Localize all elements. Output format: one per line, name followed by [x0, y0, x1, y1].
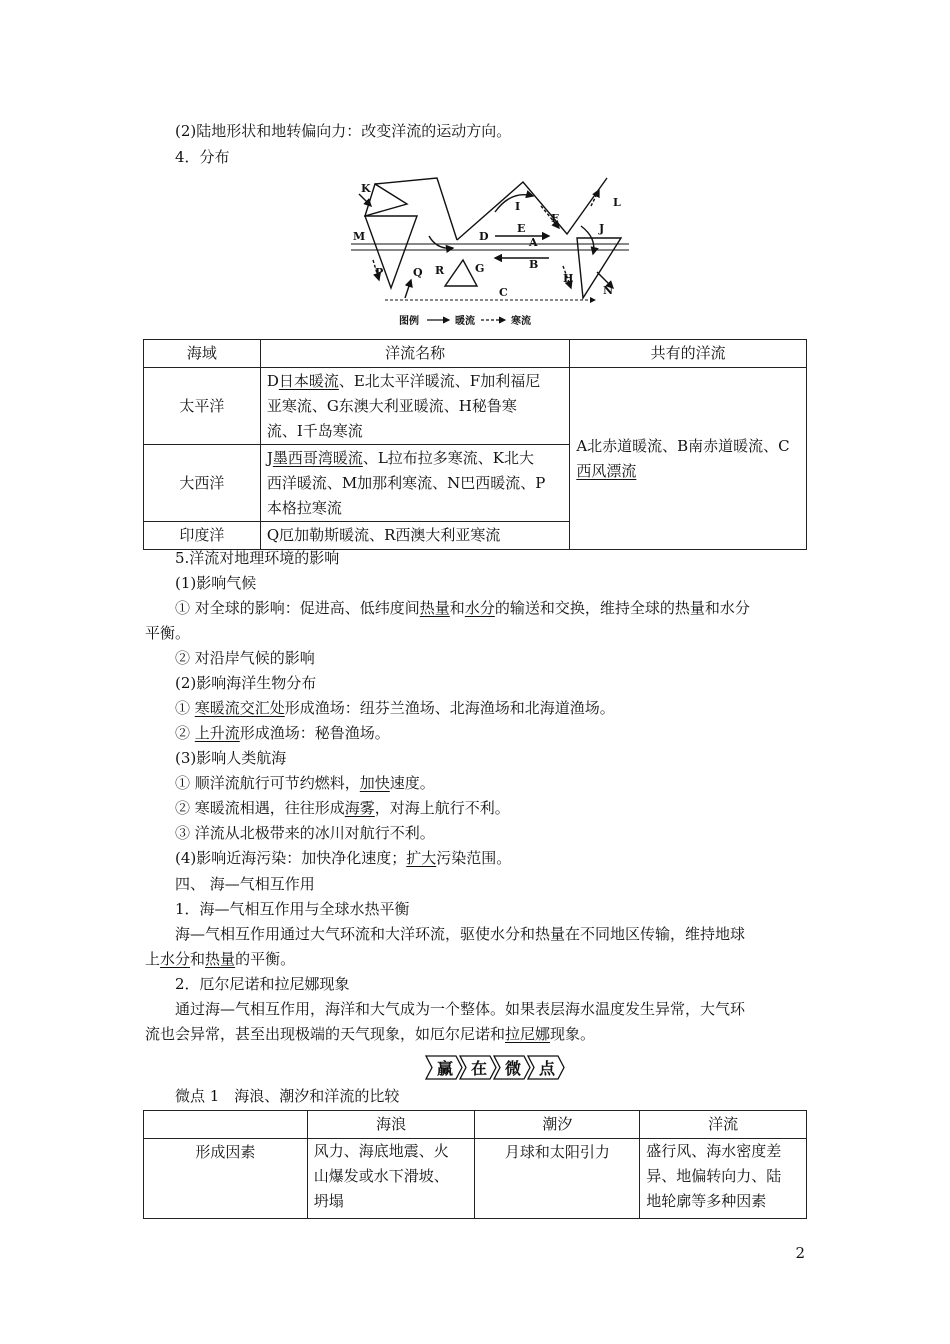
continent-shape — [365, 184, 407, 216]
map-label: K — [361, 182, 371, 195]
section-heading: 1．海—气相互作用与全球水热平衡 — [175, 900, 410, 918]
map-label: Q — [413, 266, 423, 279]
header-currents: 洋流名称 — [260, 340, 570, 368]
current-cause: 盛行风、海水密度差 异、地偏转向力、陆 地轮廓等多种因素 — [640, 1139, 807, 1219]
page-number: 2 — [795, 1244, 805, 1262]
map-label: G — [475, 262, 485, 275]
current-line — [359, 194, 371, 206]
section-heading: 5.洋流对地理环境的影响 — [175, 549, 340, 567]
header-common: 共有的洋流 — [570, 340, 807, 368]
text-line: (3)影响人类航海 — [175, 749, 287, 767]
legend-cold: 寒流 — [511, 316, 531, 327]
continent-shape — [577, 238, 621, 298]
header-wave: 海浪 — [307, 1111, 475, 1139]
text-line: 上水分和热量的平衡。 — [145, 950, 296, 968]
ocean-current-map — [345, 176, 635, 332]
map-label: L — [613, 196, 621, 209]
text-line: (4)影响近海污染：加快净化速度；扩大污染范围。 — [175, 849, 512, 867]
pacific-currents: D日本暖流、E北太平洋暖流、F加利福尼 亚寒流、G东澳大利亚暖流、H秘鲁寒 流、I千岛寒流 — [260, 368, 570, 445]
text-line: 海—气相互作用通过大气环流和大洋环流，驱使水分和热量在不同地区传输，维持地球 — [175, 925, 746, 943]
text-line: 通过海—气相互作用，海洋和大气成为一个整体。如果表层海水温度发生异常，大气环 — [175, 1000, 746, 1018]
map-label: M — [353, 230, 366, 243]
text-line: ③ 洋流从北极带来的冰川对航行不利。 — [175, 824, 435, 842]
text-line: ① 对全球的影响：促进高、低纬度间热量和水分的输送和交换，维持全球的热量和水分 — [175, 599, 750, 617]
section-heading: 4．分布 — [175, 148, 230, 166]
text-line: (2)影响海洋生物分布 — [175, 674, 317, 692]
row-label: 形成因素 — [144, 1139, 308, 1219]
section-heading: 四、 海—气相互作用 — [175, 875, 315, 893]
text-line: ① 顺洋流航行可节约燃料，加快速度。 — [175, 774, 435, 792]
text-line: (1)影响气候 — [175, 574, 257, 592]
map-label: J — [599, 222, 605, 235]
map-label: P — [375, 266, 384, 279]
text-line: ② 寒暖流相遇，往往形成海雾，对海上航行不利。 — [175, 799, 510, 817]
current-table — [143, 339, 807, 550]
map-label: E — [517, 222, 526, 235]
text-line: ② 对沿岸气候的影响 — [175, 649, 315, 667]
common-currents: A北赤道暖流、B南赤道暖流、C 西风漂流 — [570, 368, 807, 550]
tide-cause: 月球和太阳引力 — [475, 1139, 640, 1219]
current-line — [429, 236, 453, 248]
map-label: C — [499, 286, 508, 299]
continent-shape — [445, 260, 477, 286]
text-line: (2)陆地形状和地转偏向力：改变洋流的运动方向。 — [175, 122, 512, 140]
wave-cause: 风力、海底地震、火 山爆发或水下滑坡、 坍塌 — [307, 1139, 475, 1219]
ocean-pacific: 太平洋 — [144, 368, 261, 445]
legend-title: 图例 — [399, 316, 419, 327]
text-line: ② 上升流形成渔场：秘鲁渔场。 — [175, 724, 390, 742]
current-line — [405, 280, 411, 298]
header-current: 洋流 — [640, 1111, 807, 1139]
map-label: R — [435, 264, 445, 277]
continent-shape — [365, 216, 417, 288]
indian-currents: Q厄加勒斯暖流、R西澳大利亚寒流 — [260, 522, 570, 550]
map-label: D — [479, 230, 489, 243]
badge-char: 在 — [470, 1059, 488, 1078]
text-line: 流也会异常，甚至出现极端的天气现象，如厄尔尼诺和拉尼娜现象。 — [145, 1025, 596, 1043]
header-blank — [144, 1111, 308, 1139]
header-tide: 潮汐 — [475, 1111, 640, 1139]
header-ocean: 海域 — [144, 340, 261, 368]
legend-warm: 暖流 — [455, 316, 475, 327]
map-label: N — [603, 284, 614, 297]
text-line: 平衡。 — [145, 624, 191, 642]
ocean-atlantic: 大西洋 — [144, 445, 261, 522]
map-label: B — [529, 258, 539, 271]
map-label: H — [563, 272, 574, 285]
map-label: A — [529, 236, 538, 249]
badge-char: 微 — [504, 1059, 522, 1078]
section-heading: 微点 1 海浪、潮汐和洋流的比较 — [175, 1087, 400, 1105]
ocean-indian: 印度洋 — [144, 522, 261, 550]
comparison-table — [143, 1110, 807, 1219]
map-label: F — [551, 212, 559, 225]
text-line: ① 寒暖流交汇处形成渔场：纽芬兰渔场、北海渔场和北海道渔场。 — [175, 699, 615, 717]
badge-char: 点 — [538, 1059, 556, 1078]
current-line — [495, 195, 533, 212]
atlantic-currents: J墨西哥湾暖流、L拉布拉多寒流、K北大 西洋暖流、M加那利寒流、N巴西暖流、P 本格拉寒流 — [260, 445, 570, 522]
badge-char: 赢 — [436, 1059, 454, 1078]
section-badge — [424, 1054, 566, 1081]
map-label: I — [515, 200, 521, 213]
section-heading: 2．厄尔尼诺和拉尼娜现象 — [175, 975, 350, 993]
